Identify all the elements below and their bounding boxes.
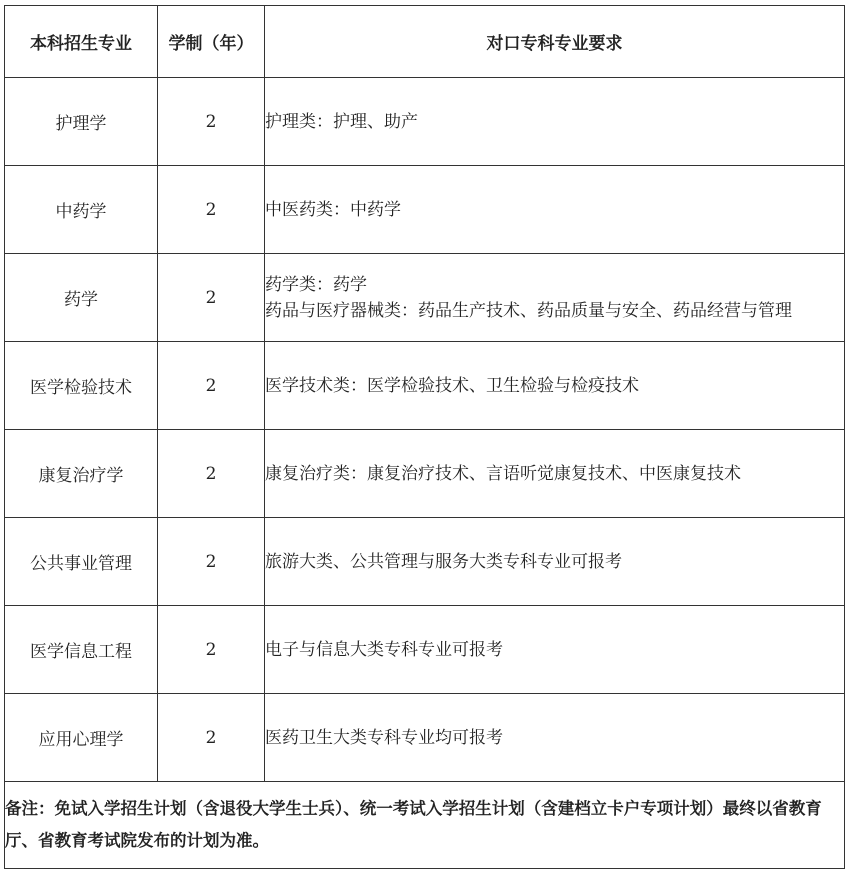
major-cell: 医学检验技术 xyxy=(5,342,158,430)
major-cell: 康复治疗学 xyxy=(5,430,158,518)
admission-table xyxy=(4,5,845,869)
note-text: 备注：免试入学招生计划（含退役大学生士兵）、统一考试入学招生计划（含建档立卡户专项计划）最终以省教育厅、省教育考试院发布的计划为准。 xyxy=(5,782,845,869)
table-row xyxy=(5,254,845,342)
table-row xyxy=(5,518,845,606)
header-row xyxy=(5,6,845,78)
requirements-cell xyxy=(265,254,845,342)
major-cell: 应用心理学 xyxy=(5,694,158,782)
requirement-line: 医药卫生大类专科专业均可报考 xyxy=(265,727,503,748)
requirement-line: 护理类：护理、助产 xyxy=(265,111,418,132)
requirement-line: 中医药类：中药学 xyxy=(265,199,401,220)
requirements-cell xyxy=(265,518,845,606)
requirements-cell xyxy=(265,78,845,166)
table-row xyxy=(5,606,845,694)
major-cell: 护理学 xyxy=(5,78,158,166)
years-cell: 2 xyxy=(158,254,265,342)
years-cell: 2 xyxy=(158,342,265,430)
requirements-cell xyxy=(265,342,845,430)
years-cell: 2 xyxy=(158,694,265,782)
header-major: 本科招生专业 xyxy=(5,6,158,78)
table-row xyxy=(5,78,845,166)
table-row xyxy=(5,342,845,430)
years-cell: 2 xyxy=(158,518,265,606)
header-years: 学制（年） xyxy=(158,6,265,78)
requirements-cell xyxy=(265,694,845,782)
major-cell: 中药学 xyxy=(5,166,158,254)
years-cell: 2 xyxy=(158,606,265,694)
years-cell: 2 xyxy=(158,166,265,254)
table-row xyxy=(5,430,845,518)
requirement-line: 药品与医疗器械类：药品生产技术、药品质量与安全、药品经营与管理 xyxy=(265,300,792,321)
requirements-cell xyxy=(265,430,845,518)
requirement-line: 电子与信息大类专科专业可报考 xyxy=(265,639,503,660)
major-cell: 医学信息工程 xyxy=(5,606,158,694)
requirement-line: 药学类：药学 xyxy=(265,274,367,295)
years-cell: 2 xyxy=(158,78,265,166)
table-row xyxy=(5,694,845,782)
requirement-line: 旅游大类、公共管理与服务大类专科专业可报考 xyxy=(265,551,622,572)
years-cell: 2 xyxy=(158,430,265,518)
requirements-cell xyxy=(265,166,845,254)
requirement-line: 康复治疗类：康复治疗技术、言语听觉康复技术、中医康复技术 xyxy=(265,463,741,484)
header-requirements: 对口专科专业要求 xyxy=(265,6,845,78)
major-cell: 公共事业管理 xyxy=(5,518,158,606)
note-row xyxy=(5,782,845,869)
table-row xyxy=(5,166,845,254)
major-cell: 药学 xyxy=(5,254,158,342)
requirements-cell xyxy=(265,606,845,694)
requirement-line: 医学技术类：医学检验技术、卫生检验与检疫技术 xyxy=(265,375,639,396)
table-body xyxy=(5,78,845,782)
